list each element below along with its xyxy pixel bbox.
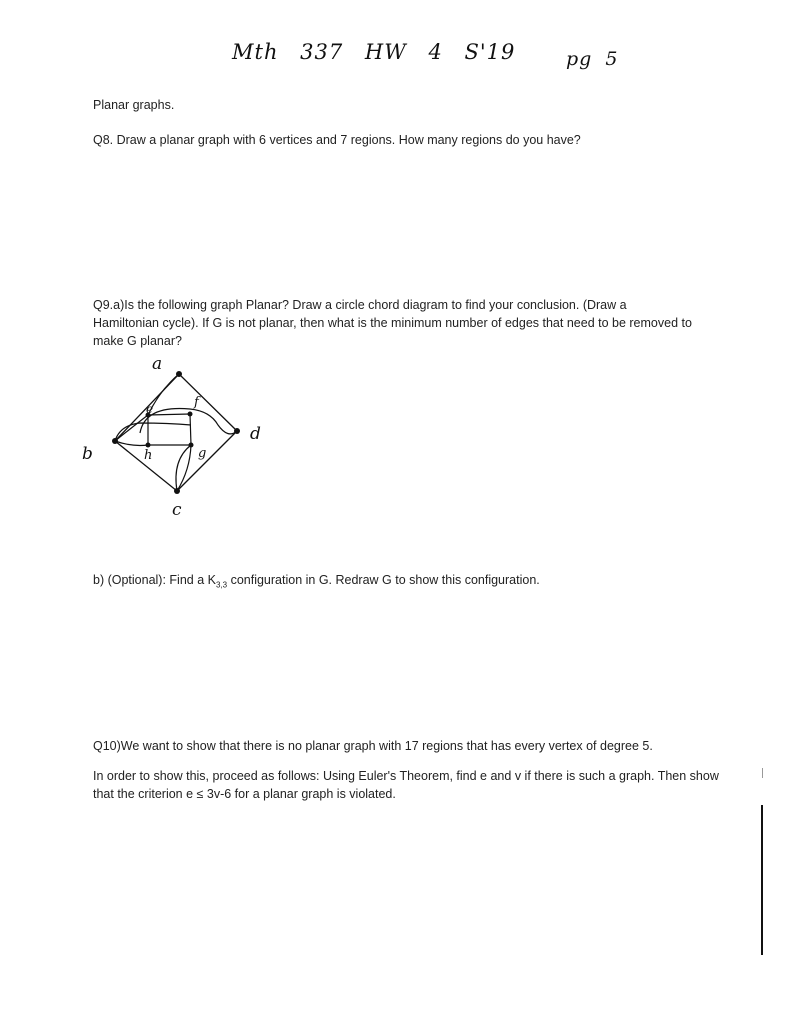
vertex-label-a: a xyxy=(152,355,163,374)
question-9b-prefix: b) (Optional): Find a K xyxy=(93,573,216,587)
vertex-label-g: g xyxy=(198,446,207,461)
vertex-g xyxy=(189,443,194,448)
scan-mark xyxy=(762,768,763,778)
question-9b xyxy=(93,571,733,595)
vertex-label-c: c xyxy=(172,500,182,520)
header-course: Mth 337 HW 4 S'19 xyxy=(232,40,516,64)
graph-diagram xyxy=(60,355,290,525)
vertex-c xyxy=(174,488,180,494)
vertex-label-b: b xyxy=(82,444,93,464)
question-8: Q8. Draw a planar graph with 6 vertices and 7 regions. How many regions do you have? xyxy=(93,133,581,147)
section-title: Planar graphs. xyxy=(93,98,175,112)
header-page-number: pg 5 xyxy=(566,48,619,70)
vertex-h xyxy=(146,443,151,448)
question-10-instructions: In order to show this, proceed as follows: Using Euler's Theorem, find e and v if there is such a graph. Then show that the criterion e ≤ 3v-6 for a planar graph is violated. xyxy=(93,769,719,801)
edge-f-g xyxy=(190,414,191,445)
vertex-label-d: d xyxy=(250,424,261,444)
question-9b-subscript: 3,3 xyxy=(215,580,228,590)
edge-a-d xyxy=(179,374,237,431)
vertex-label-f: f xyxy=(194,395,199,410)
edge-c-d xyxy=(177,431,237,491)
question-9a: Q9.a)Is the following graph Planar? Draw a circle chord diagram to find your conclusion. (Draw a Hamiltonian cycle). If G is not planar, then what is the minimum number of edges that need to be removed to make G planar? xyxy=(93,298,692,348)
vertex-label-h: h xyxy=(144,448,153,463)
question-9b-suffix: configuration in G. Redraw G to show this configuration. xyxy=(227,573,540,587)
question-10: Q10)We want to show that there is no planar graph with 17 regions that has every vertex of degree 5. xyxy=(93,739,653,753)
edge-b-e xyxy=(115,415,148,441)
vertex-label-e: e xyxy=(146,402,154,416)
vertex-f xyxy=(188,412,193,417)
edge-e-f xyxy=(148,414,190,415)
margin-line xyxy=(761,805,763,955)
vertex-d xyxy=(234,428,240,434)
vertex-a xyxy=(176,371,182,377)
vertex-b xyxy=(112,438,118,444)
